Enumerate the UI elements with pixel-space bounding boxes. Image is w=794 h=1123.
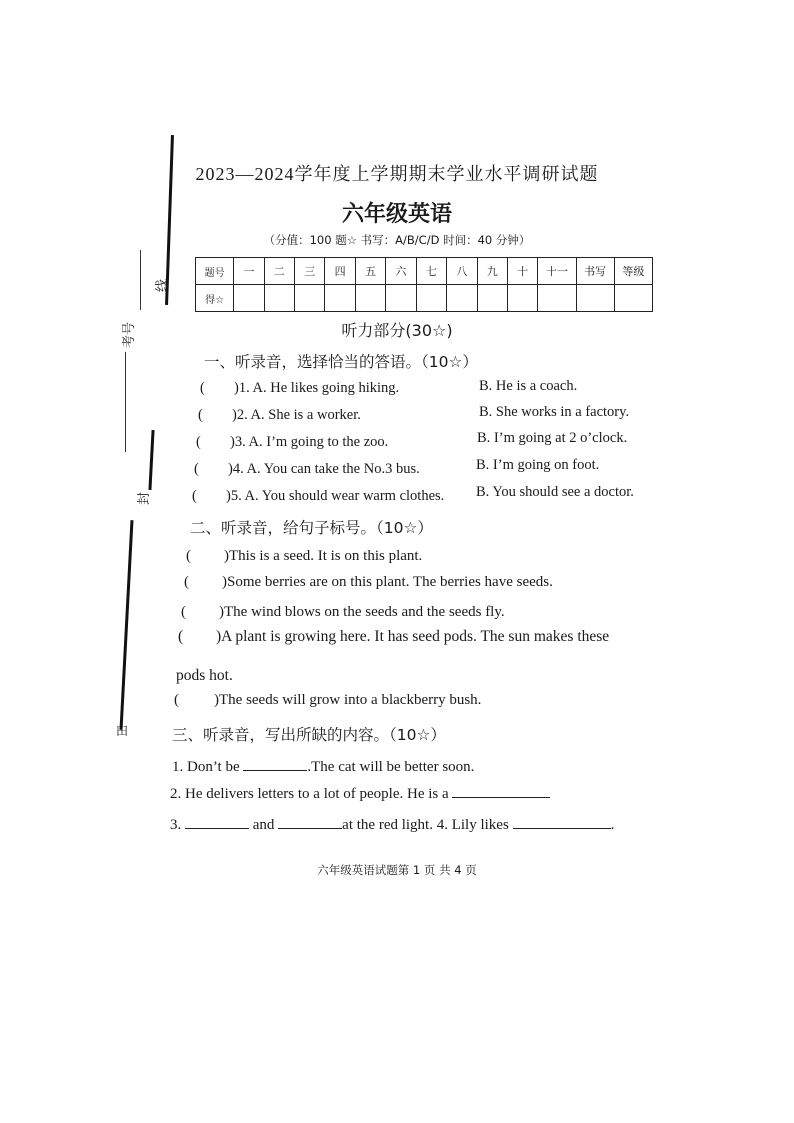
sentence: )The seeds will grow into a blackberry bush. xyxy=(214,692,482,708)
answer-paren[interactable]: ( xyxy=(184,574,189,590)
subject-title: 六年级英语 xyxy=(341,202,452,227)
score-cell[interactable] xyxy=(264,285,294,312)
s1-question-5 xyxy=(192,488,444,505)
section2-title: 二、听录音，给句子标号。（10☆） xyxy=(190,519,433,537)
sentence: )This is a seed. It is on this plant. xyxy=(224,548,423,564)
score-cell[interactable] xyxy=(614,285,652,312)
margin-line-label: 线 xyxy=(155,278,170,292)
score-table-header-row xyxy=(196,258,653,285)
s1-option-b-4: B. I’m going on foot. xyxy=(476,457,600,473)
answer-paren[interactable]: ( xyxy=(194,461,199,477)
listening-part-title: 听力部分(30☆) xyxy=(341,321,453,340)
sentence: )The wind blows on the seeds and the seeds fly. xyxy=(219,604,505,620)
answer-paren[interactable]: ( xyxy=(181,604,186,620)
score-header-cell: 一 xyxy=(234,258,264,285)
margin-exam-no-label: 考号 xyxy=(122,321,137,348)
score-cell[interactable] xyxy=(538,285,576,312)
s1-option-b-3: B. I’m going at 2 o’clock. xyxy=(477,430,628,446)
answer-paren[interactable]: ( xyxy=(200,380,205,396)
score-header-cell: 十一 xyxy=(538,258,576,285)
margin-seal-label: 封 xyxy=(137,491,152,505)
s3-question-2 xyxy=(170,783,550,803)
q1-prefix: 1. Don’t be xyxy=(172,759,240,775)
score-cell[interactable] xyxy=(295,285,325,312)
answer-paren[interactable]: ( xyxy=(198,407,203,423)
s1-question-4 xyxy=(194,461,420,478)
s1-option-b-5: B. You should see a doctor. xyxy=(476,484,634,500)
s2-item-2 xyxy=(184,574,553,591)
q3-and: and xyxy=(252,817,275,833)
option-a: )1. A. He likes going hiking. xyxy=(234,380,400,396)
score-header-cell: 九 xyxy=(477,258,507,285)
score-header-cell: 三 xyxy=(295,258,325,285)
page-footer: 六年级英语试题第 1 页 共 4 页 xyxy=(317,863,477,877)
answer-paren[interactable]: ( xyxy=(186,548,191,564)
score-cell[interactable] xyxy=(416,285,446,312)
answer-paren[interactable]: ( xyxy=(196,434,201,450)
answer-blank[interactable] xyxy=(185,814,249,829)
s1-question-1 xyxy=(200,380,399,397)
s3-question-1 xyxy=(172,756,474,776)
score-header-cell: 等级 xyxy=(614,258,652,285)
q2-text: 2. He delivers letters to a lot of people. He is a xyxy=(170,786,449,802)
score-header-cell: 五 xyxy=(355,258,385,285)
answer-blank[interactable] xyxy=(452,783,550,798)
exam-title: 2023—2024学年度上学期期末学业水平调研试题 xyxy=(195,164,599,184)
sentence: )Some berries are on this plant. The berries have seeds. xyxy=(222,574,553,590)
answer-paren[interactable]: ( xyxy=(192,488,197,504)
score-cell[interactable] xyxy=(325,285,355,312)
s1-question-2 xyxy=(198,407,361,424)
s2-item-3 xyxy=(181,604,505,621)
score-header-cell: 二 xyxy=(264,258,294,285)
score-header-cell: 七 xyxy=(416,258,446,285)
sentence: )A plant is growing here. It has seed pods. The sun makes these xyxy=(216,628,610,645)
option-a: )5. A. You should wear warm clothes. xyxy=(226,488,445,504)
binding-line-mid xyxy=(148,430,154,490)
exam-no-rule xyxy=(140,250,141,310)
option-a: )2. A. She is a worker. xyxy=(232,407,361,423)
q3-rest: at the red light. 4. Lily likes xyxy=(342,817,509,833)
section1-title: 一、听录音，选择恰当的答语。（10☆） xyxy=(204,353,478,371)
s2-item-5 xyxy=(174,692,481,709)
s2-item-4 xyxy=(178,628,609,646)
score-header-cell: 八 xyxy=(447,258,477,285)
score-cell[interactable] xyxy=(576,285,614,312)
exam-no-line xyxy=(125,352,126,452)
s3-question-3-4 xyxy=(170,814,614,834)
answer-blank[interactable] xyxy=(513,814,611,829)
margin-bottom-mark: 田 xyxy=(116,724,129,738)
answer-paren[interactable]: ( xyxy=(174,692,179,708)
score-cell[interactable] xyxy=(507,285,537,312)
answer-paren[interactable]: ( xyxy=(178,628,184,645)
s2-item-4-cont: pods hot. xyxy=(176,667,233,684)
score-cell[interactable] xyxy=(447,285,477,312)
score-header-cell: 书写 xyxy=(576,258,614,285)
score-cell[interactable] xyxy=(477,285,507,312)
score-row-label: 得☆ xyxy=(196,285,234,312)
score-cell[interactable] xyxy=(386,285,416,312)
score-cell[interactable] xyxy=(355,285,385,312)
score-table xyxy=(195,257,653,312)
s1-question-3 xyxy=(196,434,388,451)
s1-option-b-2: B. She works in a factory. xyxy=(479,404,630,420)
answer-blank[interactable] xyxy=(278,814,342,829)
section3-title: 三、听录音，写出所缺的内容。（10☆） xyxy=(172,726,446,744)
s2-item-1 xyxy=(186,548,422,565)
answer-blank[interactable] xyxy=(243,756,307,771)
exam-info: （分值：100 题☆ 书写：A/B/C/D 时间：40 分钟） xyxy=(263,233,531,247)
binding-line-bottom xyxy=(120,520,134,730)
score-header-cell: 四 xyxy=(325,258,355,285)
q1-suffix: .The cat will be better soon. xyxy=(307,759,475,775)
score-cell[interactable] xyxy=(234,285,264,312)
option-a: )3. A. I’m going to the zoo. xyxy=(230,434,389,450)
score-header-cell: 六 xyxy=(386,258,416,285)
s1-option-b-1: B. He is a coach. xyxy=(479,378,578,394)
q4-end: . xyxy=(610,817,615,833)
q3-number: 3. xyxy=(170,817,182,833)
score-table-score-row xyxy=(196,285,653,312)
option-a: )4. A. You can take the No.3 bus. xyxy=(228,461,420,477)
score-header-cell: 十 xyxy=(507,258,537,285)
score-header-cell: 题号 xyxy=(196,258,234,285)
